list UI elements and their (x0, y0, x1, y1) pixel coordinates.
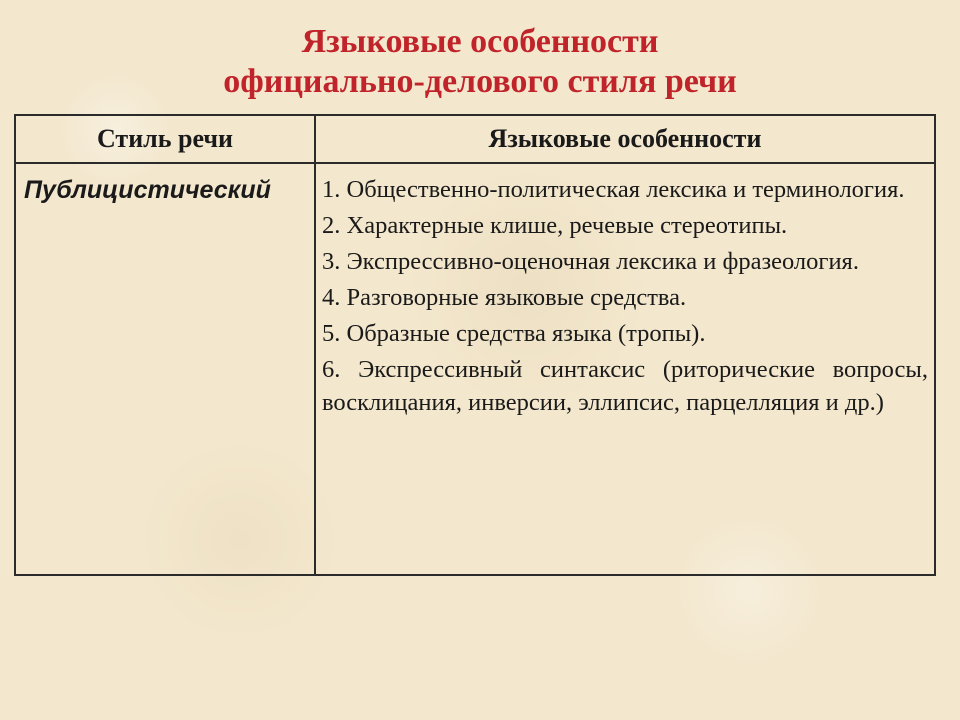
feature-item-2: 2. Характерные клише, речевые стереотипы. (322, 212, 788, 239)
feature-item-1: 1. Общественно-политическая лексика и терминология. (322, 176, 905, 203)
features-cell (322, 173, 928, 422)
feature-item-5: 5. Образные средства языка (тропы). (322, 320, 706, 347)
feature-item-4: 4. Разговорные языковые средства. (322, 284, 687, 311)
feature-item-6: 6. Экспрессивный синтаксис (риторические вопросы, восклицания, инверсии, эллипсис, парцелляция и др.) (322, 356, 928, 416)
style-name-cell: Публицистический (24, 176, 271, 204)
header-features: Языковые особенности (488, 124, 762, 153)
slide-title (0, 22, 960, 102)
features-table (14, 114, 936, 576)
slide-title-line2: официально-делового стиля речи (223, 63, 737, 100)
slide-title-line1: Языковые особенности (301, 23, 659, 60)
header-style: Стиль речи (96, 124, 234, 153)
feature-item-3: 3. Экспрессивно-оценочная лексика и фразеология. (322, 248, 859, 275)
column-divider (314, 116, 316, 574)
header-divider (16, 162, 934, 164)
